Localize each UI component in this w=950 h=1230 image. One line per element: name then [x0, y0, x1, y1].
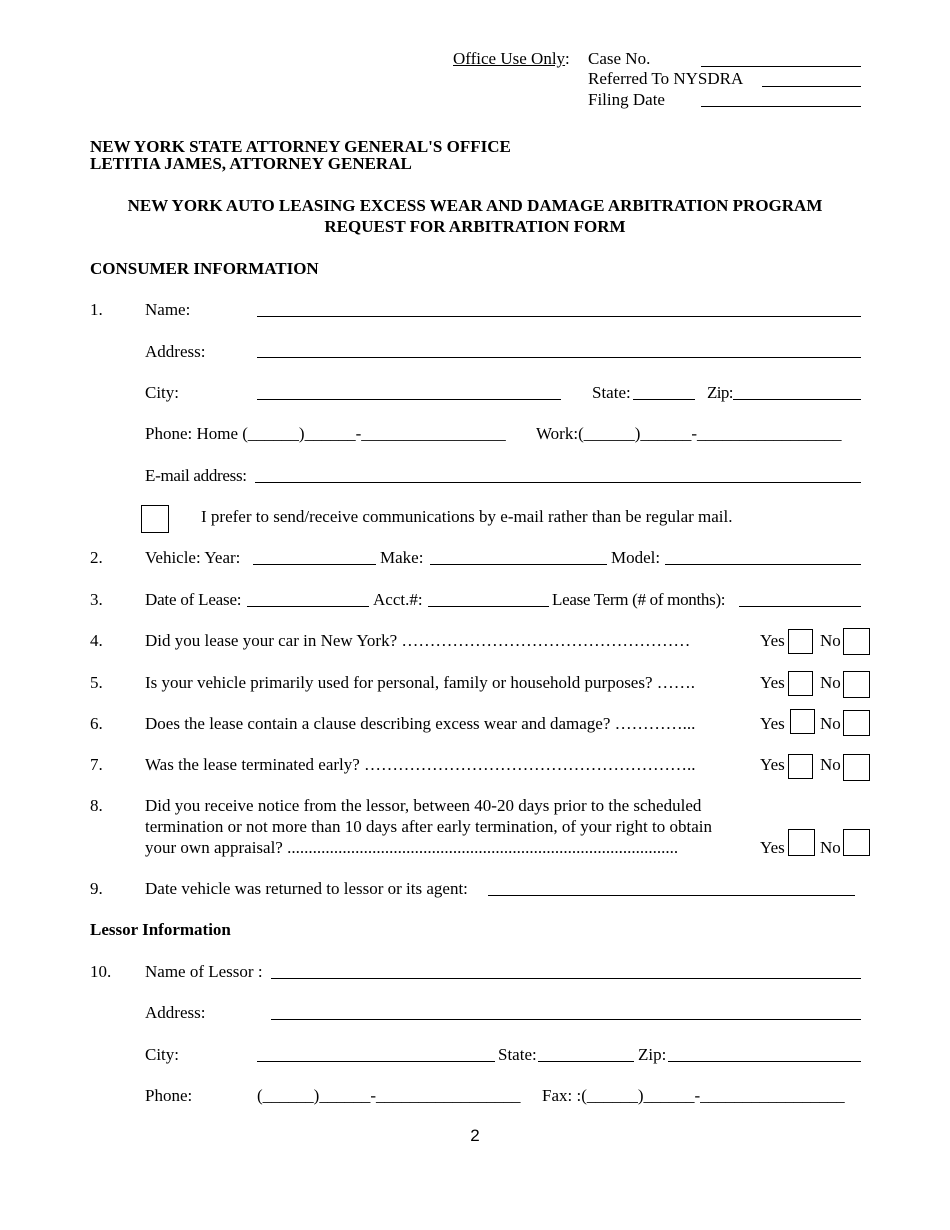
vehicle-year-field[interactable]: [253, 564, 376, 565]
prefer-email-checkbox[interactable]: [141, 505, 169, 533]
vehicle-year-label: Vehicle: Year:: [145, 548, 241, 567]
q5-yes-checkbox[interactable]: [788, 671, 813, 696]
consumer-address-field[interactable]: [257, 357, 861, 358]
vehicle-model-field[interactable]: [665, 564, 861, 565]
q8-line-3: your own appraisal? ............................................................................................: [145, 838, 679, 857]
vehicle-model-label: Model:: [611, 548, 661, 567]
page-number: 2: [470, 1126, 480, 1145]
lessor-zip-field[interactable]: [668, 1061, 861, 1062]
q8-no-checkbox[interactable]: [843, 829, 870, 856]
yes-label: Yes: [760, 673, 785, 692]
case-no-label: Case No.: [588, 49, 651, 68]
item-number-6: 6.: [90, 714, 103, 733]
lessor-phone-field[interactable]: (______)______-_________________: [257, 1086, 521, 1105]
item-number-4: 4.: [90, 631, 103, 650]
vehicle-make-field[interactable]: [430, 564, 607, 565]
q8-line-2: termination or not more than 10 days after early termination, of your right to obtain: [145, 817, 712, 836]
lessor-section-title: Lessor Information: [90, 920, 231, 939]
item-number-7: 7.: [90, 755, 103, 774]
q6-yes-checkbox[interactable]: [790, 709, 815, 734]
acct-field[interactable]: [428, 606, 549, 607]
lessor-name-field[interactable]: [271, 978, 861, 979]
lease-term-field[interactable]: [739, 606, 861, 607]
return-date-label: Date vehicle was returned to lessor or its agent:: [145, 879, 468, 898]
lessor-phone-label: Phone:: [145, 1086, 193, 1105]
office-use-label: Office Use Only:: [453, 49, 570, 68]
referred-field[interactable]: [762, 86, 861, 87]
form-title: REQUEST FOR ARBITRATION FORM: [324, 217, 626, 236]
filing-date-label: Filing Date: [588, 90, 665, 109]
lease-term-label: Lease Term (# of months):: [552, 590, 726, 609]
no-label: No: [820, 631, 841, 650]
question-text: Does the lease contain a clause describing excess wear and damage? …………...: [145, 714, 696, 733]
filing-date-field[interactable]: [701, 106, 861, 107]
yes-label: Yes: [760, 838, 785, 857]
yes-label: Yes: [760, 631, 785, 650]
lessor-state-label: State:: [498, 1045, 537, 1064]
q5-no-checkbox[interactable]: [843, 671, 870, 698]
prefer-email-label: I prefer to send/receive communications by e-mail rather than be regular mail.: [201, 507, 733, 526]
question-text: Was the lease terminated early? …………………………………………………..: [145, 755, 696, 774]
consumer-city-field[interactable]: [257, 399, 561, 400]
lessor-name-label: Name of Lessor :: [145, 962, 263, 981]
consumer-state-field[interactable]: [633, 399, 695, 400]
case-no-field[interactable]: [701, 66, 861, 67]
office-name: NEW YORK STATE ATTORNEY GENERAL'S OFFICE: [90, 137, 511, 156]
no-label: No: [820, 755, 841, 774]
lessor-city-field[interactable]: [257, 1061, 495, 1062]
consumer-section-title: CONSUMER INFORMATION: [90, 259, 319, 278]
yes-label: Yes: [760, 714, 785, 733]
q8-line-1: Did you receive notice from the lessor, between 40-20 days prior to the scheduled: [145, 796, 702, 815]
consumer-name-field[interactable]: [257, 316, 861, 317]
item-number-2: 2.: [90, 548, 103, 567]
consumer-city-label: City:: [145, 383, 180, 402]
consumer-zip-label: Zip:: [707, 383, 733, 402]
no-label: No: [820, 714, 841, 733]
return-date-field[interactable]: [488, 895, 855, 896]
lessor-city-label: City:: [145, 1045, 180, 1064]
referred-label: Referred To NYSDRA: [588, 69, 744, 88]
q4-no-checkbox[interactable]: [843, 628, 870, 655]
consumer-zip-field[interactable]: [733, 399, 861, 400]
item-number-8: 8.: [90, 796, 103, 815]
lessor-state-field[interactable]: [538, 1061, 634, 1062]
consumer-address-label: Address:: [145, 342, 206, 361]
item-number-3: 3.: [90, 590, 103, 609]
consumer-name-label: Name:: [145, 300, 191, 319]
item-number-1: 1.: [90, 300, 103, 319]
home-phone-field[interactable]: Phone: Home (______)______-_________________: [145, 424, 506, 443]
lessor-address-field[interactable]: [271, 1019, 861, 1020]
q7-no-checkbox[interactable]: [843, 754, 870, 781]
program-title: NEW YORK AUTO LEASING EXCESS WEAR AND DAMAGE ARBITRATION PROGRAM: [127, 196, 823, 215]
no-label: No: [820, 838, 841, 857]
item-number-9: 9.: [90, 879, 103, 898]
acct-label: Acct.#:: [373, 590, 423, 609]
vehicle-make-label: Make:: [380, 548, 424, 567]
item-number-5: 5.: [90, 673, 103, 692]
work-phone-field[interactable]: Work:(______)______-_________________: [536, 424, 842, 443]
question-text: Is your vehicle primarily used for personal, family or household purposes? …….: [145, 673, 696, 692]
consumer-state-label: State:: [592, 383, 631, 402]
email-label: E-mail address:: [145, 466, 247, 485]
yes-label: Yes: [760, 755, 785, 774]
q7-yes-checkbox[interactable]: [788, 754, 813, 779]
lessor-zip-label: Zip:: [638, 1045, 667, 1064]
date-of-lease-label: Date of Lease:: [145, 590, 242, 609]
question-text: Did you lease your car in New York? ……………………………………………: [145, 631, 691, 650]
no-label: No: [820, 673, 841, 692]
email-field[interactable]: [255, 482, 861, 483]
lessor-address-label: Address:: [145, 1003, 206, 1022]
lessor-fax-field[interactable]: Fax: :(______)______-_________________: [542, 1086, 845, 1105]
q8-yes-checkbox[interactable]: [788, 829, 815, 856]
attorney-general: LETITIA JAMES, ATTORNEY GENERAL: [90, 154, 412, 173]
q4-yes-checkbox[interactable]: [788, 629, 813, 654]
q6-no-checkbox[interactable]: [843, 710, 870, 736]
item-number-10: 10.: [90, 962, 112, 981]
date-of-lease-field[interactable]: [247, 606, 369, 607]
